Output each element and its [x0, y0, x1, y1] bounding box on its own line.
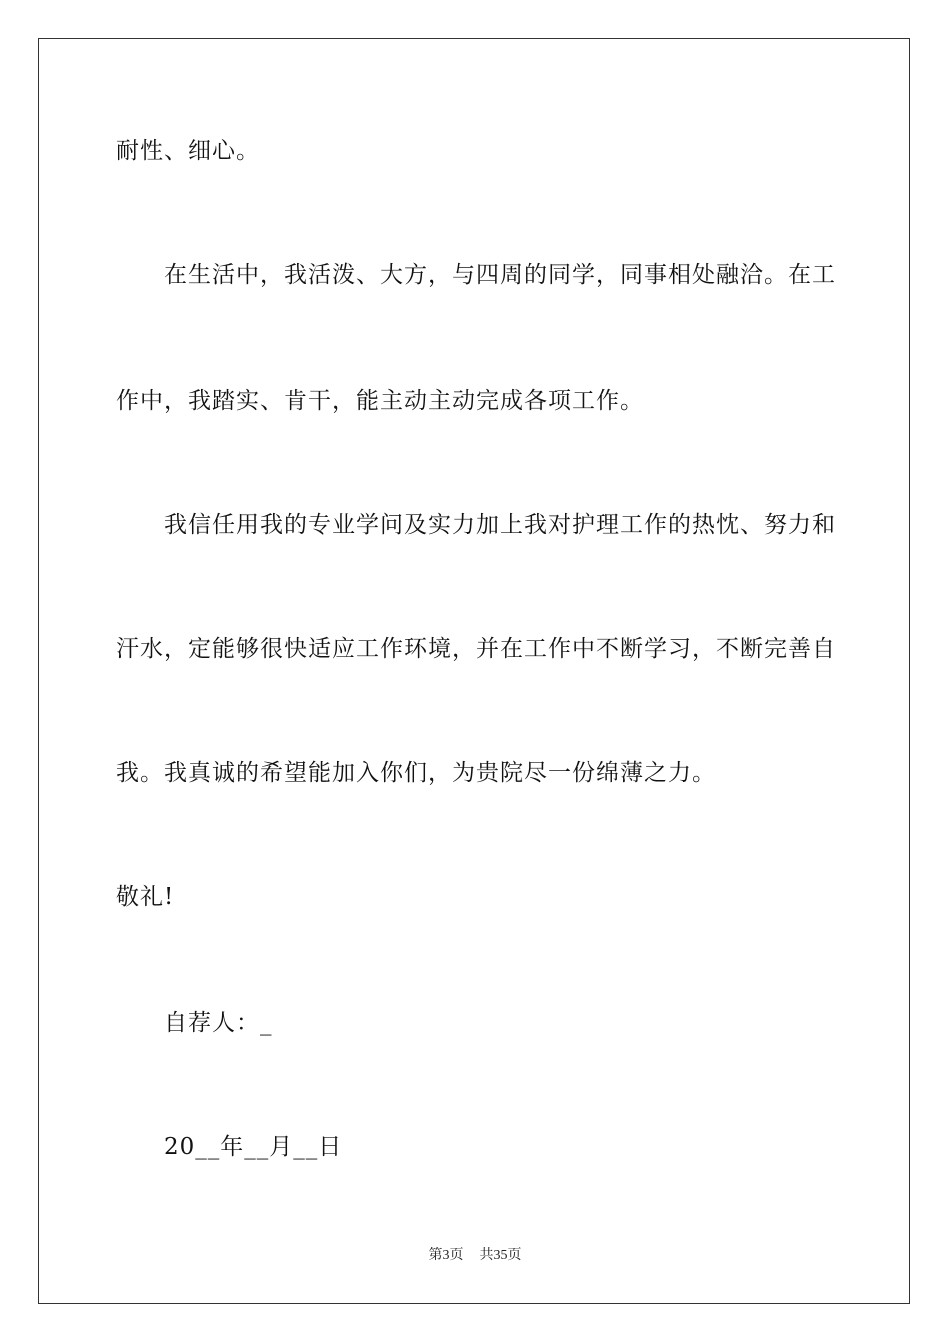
- text-line-4: 我信任用我的专业学问及实力加上我对护理工作的热忱、努力和: [164, 512, 836, 538]
- closing-salutation: 敬礼!: [116, 884, 175, 910]
- text-line-5: 汗水，定能够很快适应工作环境，并在工作中不断学习，不断完善自: [116, 636, 836, 662]
- text-line-1: 耐性、细心。: [116, 138, 260, 164]
- page-footer: [0, 1246, 950, 1266]
- date-line: 20__年__月__日: [164, 1134, 343, 1160]
- signature-line: 自荐人：_: [164, 1010, 273, 1036]
- text-line-3: 作中，我踏实、肯干，能主动主动完成各项工作。: [116, 388, 644, 414]
- page-frame: [38, 38, 910, 1304]
- text-line-2: 在生活中，我活泼、大方，与四周的同学，同事相处融洽。在工: [164, 262, 836, 288]
- page-total: 共35页: [479, 1248, 522, 1263]
- text-line-6: 我。我真诚的希望能加入你们，为贵院尽一份绵薄之力。: [116, 760, 716, 786]
- page-number: 第3页: [428, 1248, 464, 1263]
